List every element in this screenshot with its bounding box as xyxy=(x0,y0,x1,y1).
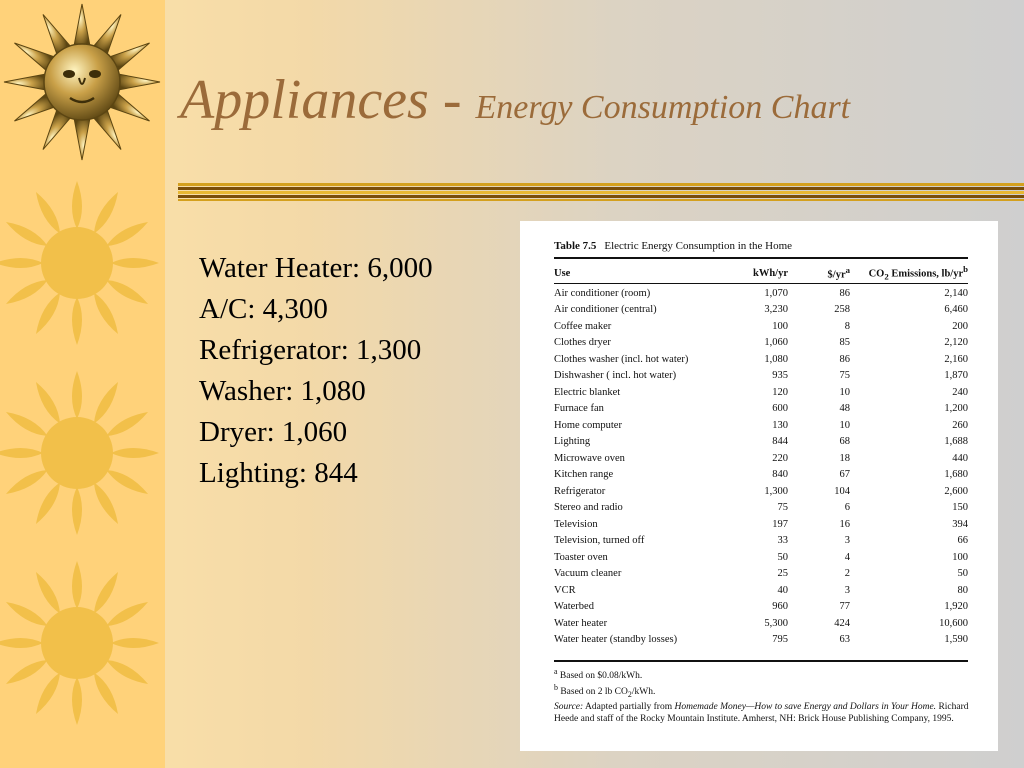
sidebar-decoration xyxy=(0,0,165,768)
cell-use: Clothes dryer xyxy=(554,337,611,349)
list-item: Lighting: 844 xyxy=(199,457,358,489)
cell-use: Waterbed xyxy=(554,601,594,613)
table-image xyxy=(520,221,998,751)
table-top-rule xyxy=(554,257,968,259)
cell-kwh: 220 xyxy=(772,452,788,464)
table-row xyxy=(554,434,968,451)
footnote-source: Source: Adapted partially from Homemade Money—How to save Energy and Dollars in Your Home. Richard Heede and staff of the Rocky Mountain Institute. Amherst, NH: Brick House Publishing Company, 1995. xyxy=(554,702,969,725)
cell-co2: 150 xyxy=(952,502,968,514)
cell-kwh: 120 xyxy=(772,386,788,398)
table-header-row xyxy=(554,261,968,285)
cell-use: Television xyxy=(554,518,598,530)
table-title: Electric Energy Consumption in the Home xyxy=(604,240,793,252)
cell-co2: 50 xyxy=(957,568,968,580)
cell-kwh: 1,060 xyxy=(764,337,788,349)
cell-cost: 85 xyxy=(839,337,850,349)
cell-kwh: 75 xyxy=(777,502,788,514)
cell-use: Home computer xyxy=(554,419,622,431)
cell-co2: 1,920 xyxy=(944,601,968,613)
cell-co2: 2,140 xyxy=(944,287,968,299)
cell-co2: 2,600 xyxy=(944,485,968,497)
cell-kwh: 50 xyxy=(777,551,788,563)
cell-cost: 77 xyxy=(839,601,850,613)
col-header-kwh: kWh/yr xyxy=(752,267,788,279)
cell-kwh: 1,300 xyxy=(764,485,788,497)
table-row xyxy=(554,401,968,418)
cell-kwh: 935 xyxy=(772,370,788,382)
cell-kwh: 960 xyxy=(772,601,788,613)
cell-co2: 2,120 xyxy=(944,337,968,349)
cell-co2: 1,688 xyxy=(944,436,968,448)
cell-co2: 1,590 xyxy=(944,634,968,646)
table-row xyxy=(554,582,968,599)
cell-co2: 80 xyxy=(957,584,968,596)
list-item: A/C: 4,300 xyxy=(199,293,328,325)
cell-use: Stereo and radio xyxy=(554,502,623,514)
list-item: Water Heater: 6,000 xyxy=(199,252,433,284)
cell-cost: 68 xyxy=(839,436,850,448)
cell-cost: 8 xyxy=(844,320,850,332)
cell-cost: 18 xyxy=(839,452,850,464)
cell-cost: 104 xyxy=(834,485,850,497)
cell-use: Dishwasher ( incl. hot water) xyxy=(554,370,677,382)
cell-co2: 2,160 xyxy=(944,353,968,365)
cell-kwh: 130 xyxy=(772,419,788,431)
cell-use: Water heater xyxy=(554,617,608,629)
list-item: Refrigerator: 1,300 xyxy=(199,334,422,366)
cell-cost: 16 xyxy=(839,518,850,530)
table-row xyxy=(554,318,968,335)
table-row xyxy=(554,632,968,649)
cell-co2: 260 xyxy=(952,419,968,431)
table-row xyxy=(554,285,968,302)
sun-icon xyxy=(0,558,162,728)
table-row xyxy=(554,500,968,517)
cell-kwh: 5,300 xyxy=(764,617,788,629)
cell-cost: 48 xyxy=(839,403,850,415)
table-footnotes xyxy=(554,666,974,725)
cell-use: Electric blanket xyxy=(554,386,621,398)
title-divider xyxy=(178,183,1024,201)
cell-cost: 2 xyxy=(844,568,850,580)
cell-use: Lighting xyxy=(554,436,591,448)
cell-cost: 3 xyxy=(844,535,850,547)
cell-kwh: 25 xyxy=(777,568,788,580)
table-bottom-rule xyxy=(554,660,968,662)
energy-table xyxy=(554,261,968,648)
cell-use: VCR xyxy=(554,584,576,596)
cell-co2: 1,680 xyxy=(944,469,968,481)
cell-use: Refrigerator xyxy=(554,485,606,497)
cell-co2: 6,460 xyxy=(944,304,968,316)
cell-kwh: 3,230 xyxy=(764,304,788,316)
cell-co2: 394 xyxy=(952,518,968,530)
cell-cost: 6 xyxy=(844,502,850,514)
table-row xyxy=(554,335,968,352)
table-row xyxy=(554,384,968,401)
table-row xyxy=(554,549,968,566)
cell-kwh: 840 xyxy=(772,469,788,481)
table-row xyxy=(554,351,968,368)
table-row xyxy=(554,467,968,484)
sun-face-icon xyxy=(0,0,165,165)
cell-use: Toaster oven xyxy=(554,551,608,563)
footnote-a: $^a$ Based on $0.08/kWh. xyxy=(554,667,643,682)
cell-cost: 67 xyxy=(839,469,850,481)
cell-use: Vacuum cleaner xyxy=(554,568,622,580)
table-body xyxy=(554,285,968,648)
cell-use: Air conditioner (room) xyxy=(554,287,651,299)
cell-co2: 1,870 xyxy=(944,370,968,382)
sun-icon xyxy=(0,368,162,538)
cell-kwh: 100 xyxy=(772,320,788,332)
sun-icon xyxy=(0,178,162,348)
table-row xyxy=(554,368,968,385)
footnote-b: $^b$ Based on 2 lb $CO_2$/kWh. xyxy=(554,683,656,700)
cell-kwh: 197 xyxy=(772,518,788,530)
cell-use: Water heater (standby losses) xyxy=(554,634,678,646)
list-item: Dryer: 1,060 xyxy=(199,416,348,448)
cell-cost: 3 xyxy=(844,584,850,596)
cell-use: Microwave oven xyxy=(554,452,625,464)
table-row xyxy=(554,417,968,434)
page-title xyxy=(180,68,850,132)
table-caption xyxy=(554,240,792,252)
title-sub: Energy Consumption Chart xyxy=(475,89,851,126)
cell-use: Kitchen range xyxy=(554,469,614,481)
cell-use: Air conditioner (central) xyxy=(554,304,657,316)
cell-co2: 240 xyxy=(952,386,968,398)
cell-kwh: 600 xyxy=(772,403,788,415)
cell-kwh: 33 xyxy=(777,535,788,547)
table-number: Table 7.5 xyxy=(554,240,597,252)
cell-cost: 86 xyxy=(839,353,850,365)
cell-cost: 10 xyxy=(839,386,850,398)
title-main: Appliances - xyxy=(180,69,476,131)
cell-cost: 75 xyxy=(839,370,850,382)
cell-kwh: 795 xyxy=(772,634,788,646)
cell-kwh: 1,070 xyxy=(764,287,788,299)
cell-cost: 86 xyxy=(839,287,850,299)
cell-co2: 100 xyxy=(952,551,968,563)
cell-use: Coffee maker xyxy=(554,320,612,332)
table-row xyxy=(554,615,968,632)
table-row xyxy=(554,516,968,533)
table-row xyxy=(554,599,968,616)
cell-co2: 440 xyxy=(952,452,968,464)
list-item: Washer: 1,080 xyxy=(199,375,366,407)
table-row xyxy=(554,533,968,550)
cell-cost: 424 xyxy=(834,617,850,629)
table-row xyxy=(554,483,968,500)
cell-cost: 63 xyxy=(839,634,850,646)
cell-co2: 1,200 xyxy=(944,403,968,415)
cell-use: Clothes washer (incl. hot water) xyxy=(554,353,689,365)
cell-use: Furnace fan xyxy=(554,403,604,415)
cell-kwh: 844 xyxy=(772,436,788,448)
cell-cost: 258 xyxy=(834,304,850,316)
col-header-cost: $\$/yr^a$ xyxy=(827,265,850,281)
cell-use: Television, turned off xyxy=(554,535,645,547)
cell-cost: 4 xyxy=(844,551,850,563)
appliance-summary-list xyxy=(199,248,433,494)
cell-kwh: 1,080 xyxy=(764,353,788,365)
col-header-use: Use xyxy=(554,267,571,279)
table-row xyxy=(554,302,968,319)
cell-cost: 10 xyxy=(839,419,850,431)
col-header-co2: $CO_2$ Emissions, $lb/yr^b$ xyxy=(868,264,968,282)
cell-co2: 200 xyxy=(952,320,968,332)
cell-co2: 66 xyxy=(957,535,968,547)
cell-kwh: 40 xyxy=(777,584,788,596)
table-row xyxy=(554,450,968,467)
cell-co2: 10,600 xyxy=(939,617,968,629)
table-row xyxy=(554,566,968,583)
